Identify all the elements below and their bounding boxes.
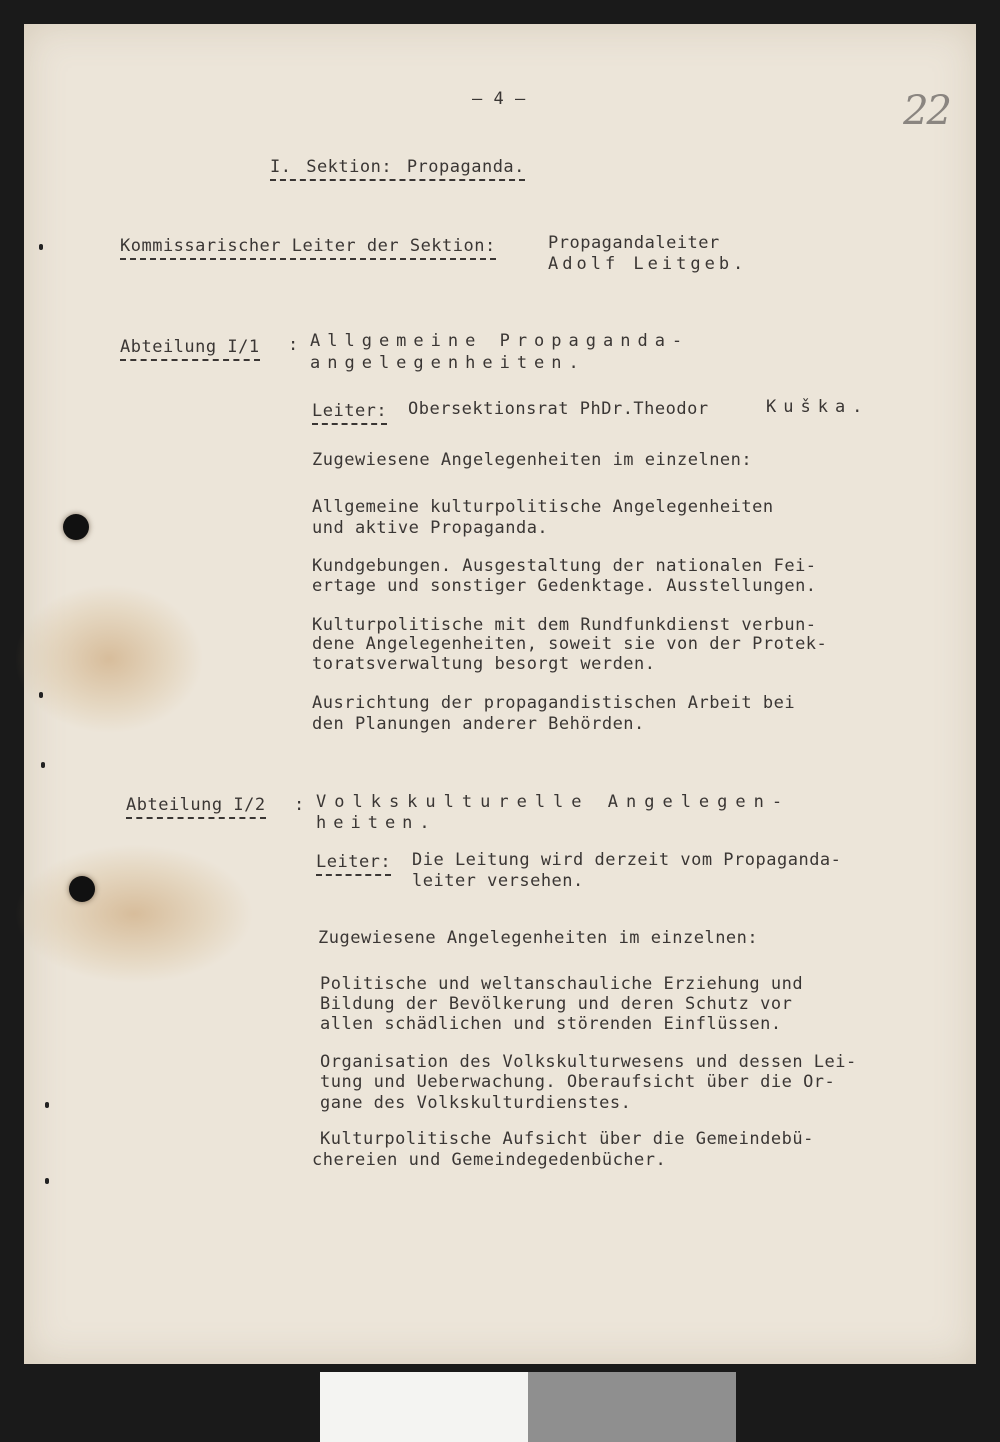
stain — [14, 584, 204, 734]
dept1-item4-line2: den Planungen anderer Behörden. — [312, 714, 645, 734]
dept2-title-line1: Volkskulturelle Angelegen- — [316, 792, 791, 812]
mark — [39, 692, 43, 698]
dept1-title-line1: Allgemeine Propaganda- — [310, 331, 690, 351]
dept2-assigned-heading: Zugewiesene Angelegenheiten im einzelnen: — [318, 928, 759, 948]
colon: : — [294, 795, 305, 815]
dept2-item2-line2: tung und Ueberwachung. Oberaufsicht über die Or- — [320, 1072, 836, 1092]
mark — [39, 244, 43, 250]
mark — [45, 1178, 49, 1184]
dept2-title-line2: heiten. — [316, 813, 437, 833]
dept1-leiter-text: Obersektionsrat PhDr.Theodor — [408, 399, 709, 419]
dept2-leiter-line1: Die Leitung wird derzeit vom Propaganda- — [412, 850, 842, 870]
page-number: – 4 – — [472, 89, 526, 109]
handwritten-page-number: 22 — [903, 88, 950, 134]
dept2-item3-line1: Kulturpolitische Aufsicht über die Gemeindebü- — [320, 1129, 814, 1149]
dept2-item2-line3: gane des Volkskulturdienstes. — [320, 1093, 632, 1113]
section-title: I. Sektion: Propaganda. — [270, 157, 525, 181]
dept2-item1-line3: allen schädlichen und störenden Einflüssen. — [320, 1014, 782, 1034]
colon: : — [288, 335, 299, 355]
dept2-item3-line2: chereien und Gemeindegedenbücher. — [312, 1150, 667, 1170]
dept1-item2-line1: Kundgebungen. Ausgestaltung der nationalen Fei- — [312, 556, 817, 576]
color-card-white — [320, 1372, 528, 1442]
dept1-item1-line2: und aktive Propaganda. — [312, 518, 549, 538]
section-leader-line1: Propagandaleiter — [548, 233, 720, 253]
punch-hole — [69, 876, 95, 902]
dept1-item1-line1: Allgemeine kulturpolitische Angelegenheiten — [312, 497, 774, 517]
dept2-leiter-label: Leiter: — [316, 852, 391, 876]
dept1-leiter-name: Kuška. — [766, 397, 870, 417]
dept1-item3-line2: dene Angelegenheiten, soweit sie von der Protek- — [312, 634, 828, 654]
stain — [14, 844, 254, 984]
mark — [41, 762, 45, 768]
dept1-item3-line1: Kulturpolitische mit dem Rundfunkdienst verbun- — [312, 615, 817, 635]
dept1-item2-line2: ertage und sonstiger Gedenktage. Ausstellungen. — [312, 576, 817, 596]
dept1-leiter-label: Leiter: — [312, 401, 387, 425]
mark — [45, 1102, 49, 1108]
dept2-item1-line2: Bildung der Bevölkerung und deren Schutz vor — [320, 994, 793, 1014]
dept1-item3-line3: toratsverwaltung besorgt werden. — [312, 654, 656, 674]
dept2-leiter-line2: leiter versehen. — [412, 871, 584, 891]
section-leader-line2: Adolf Leitgeb. — [548, 254, 748, 274]
dept1-item4-line1: Ausrichtung der propagandistischen Arbeit bei — [312, 693, 796, 713]
punch-hole — [63, 514, 89, 540]
dept1-label: Abteilung I/1 — [120, 337, 260, 361]
section-leader-label: Kommissarischer Leiter der Sektion: — [120, 236, 496, 260]
color-card-gray — [528, 1372, 736, 1442]
dept2-label: Abteilung I/2 — [126, 795, 266, 819]
dept1-assigned-heading: Zugewiesene Angelegenheiten im einzelnen: — [312, 450, 753, 470]
dept1-title-line2: angelegenheiten. — [310, 353, 586, 373]
dept2-item1-line1: Politische und weltanschauliche Erziehung und — [320, 974, 804, 994]
dept2-item2-line1: Organisation des Volkskulturwesens und dessen Lei- — [320, 1052, 857, 1072]
